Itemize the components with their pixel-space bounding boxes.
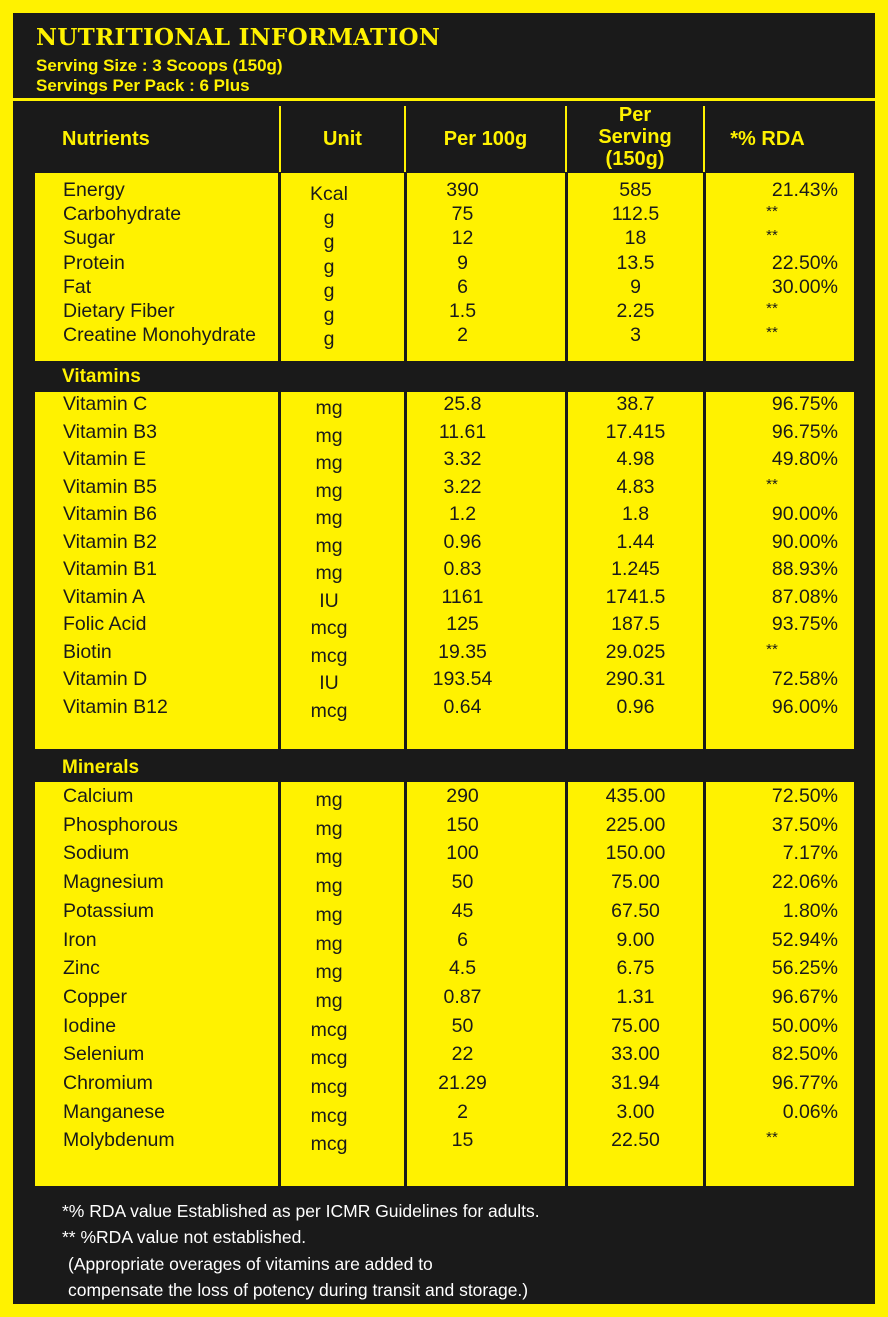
footnote-rda: *% RDA value Established as per ICMR Guidelines for adults. bbox=[62, 1201, 540, 1221]
nutrient-name: Vitamin B12 bbox=[63, 695, 168, 718]
unit-value: mg bbox=[315, 452, 343, 474]
unit-value: g bbox=[323, 304, 335, 326]
rda-value: 93.75% bbox=[771, 613, 838, 635]
unit-value: mcg bbox=[310, 699, 348, 722]
per-serving-value: 1741.5 bbox=[605, 585, 666, 608]
nutrient-name: Phosphorous bbox=[63, 813, 178, 836]
unit-value: g bbox=[323, 255, 335, 278]
per-100g-value: 100 bbox=[446, 842, 479, 865]
unit-value: mg bbox=[315, 479, 343, 502]
footnote-overages-cont: compensate the loss of potency during transit and storage.) bbox=[68, 1280, 529, 1300]
per-100g-value: 9 bbox=[457, 251, 468, 274]
rda-value: 52.94% bbox=[771, 928, 838, 951]
per-serving-value: 33.00 bbox=[611, 1043, 660, 1066]
label-title: NUTRITIONAL INFORMATION bbox=[36, 24, 441, 51]
unit-value: mg bbox=[315, 424, 343, 447]
per-serving-value: 1.44 bbox=[616, 530, 655, 553]
footnote-overages: (Appropriate overages of vitamins are added to bbox=[68, 1254, 433, 1274]
per-100g-value: 125 bbox=[446, 613, 479, 635]
rda-value: 96.75% bbox=[771, 420, 838, 443]
unit-value: g bbox=[323, 328, 335, 351]
nutrient-name: Dietary Fiber bbox=[63, 300, 175, 322]
col-header-rda: *% RDA bbox=[730, 128, 805, 150]
per-100g-value: 150 bbox=[446, 813, 479, 836]
per-100g-value: 12 bbox=[451, 227, 474, 250]
rda-value: ** bbox=[766, 227, 778, 245]
col-header-per-serving: Per Serving (150g) bbox=[598, 104, 672, 170]
per-serving-value: 4.98 bbox=[616, 448, 655, 470]
per-serving-value: 75.00 bbox=[611, 1014, 660, 1037]
per-serving-value: 112.5 bbox=[611, 203, 660, 226]
rda-value: 96.00% bbox=[771, 695, 838, 718]
per-100g-value: 1.5 bbox=[448, 300, 477, 322]
nutrient-name: Iodine bbox=[63, 1014, 117, 1037]
rda-value: ** bbox=[766, 203, 778, 221]
unit-value: g bbox=[323, 279, 335, 302]
per-serving-value: 435.00 bbox=[605, 785, 666, 807]
per-100g-value: 1.2 bbox=[448, 503, 477, 525]
nutrient-name: Protein bbox=[63, 251, 125, 274]
per-serving-value: 0.96 bbox=[616, 695, 655, 718]
rda-value: 72.50% bbox=[771, 785, 838, 807]
rda-value: 49.80% bbox=[771, 448, 838, 470]
rda-value: ** bbox=[766, 640, 778, 658]
nutrient-name: Iron bbox=[63, 928, 97, 951]
unit-value: mcg bbox=[310, 1076, 348, 1098]
rda-value: 1.80% bbox=[782, 899, 838, 922]
unit-value: mg bbox=[315, 817, 343, 840]
per-100g-value: 6 bbox=[457, 928, 468, 951]
nutrient-name: Energy bbox=[63, 179, 125, 201]
nutrient-name: Selenium bbox=[63, 1043, 145, 1066]
per-100g-value: 2 bbox=[457, 1100, 468, 1123]
per-100g-value: 1161 bbox=[441, 585, 484, 608]
rda-value: 96.75% bbox=[771, 393, 838, 415]
unit-value: IU bbox=[319, 589, 339, 612]
nutrient-name: Manganese bbox=[63, 1100, 165, 1123]
vitamins-block bbox=[35, 392, 854, 749]
servings-per-pack: Servings Per Pack : 6 Plus bbox=[36, 76, 250, 95]
rda-value: 56.25% bbox=[771, 957, 838, 980]
per-100g-value: 3.22 bbox=[443, 475, 482, 498]
rda-value: 96.67% bbox=[771, 985, 838, 1008]
per-serving-value: 18 bbox=[624, 227, 647, 250]
unit-value: mg bbox=[315, 534, 343, 557]
per-serving-value: 38.7 bbox=[616, 393, 655, 415]
per-100g-value: 6 bbox=[457, 275, 468, 298]
rda-value: 82.50% bbox=[771, 1043, 838, 1066]
per-serving-value: 1.31 bbox=[616, 985, 655, 1008]
nutrient-name: Vitamin B2 bbox=[63, 530, 157, 553]
nutrient-name: Sugar bbox=[63, 227, 116, 250]
col-header-per100: Per 100g bbox=[443, 128, 528, 150]
nutrient-name: Copper bbox=[63, 985, 127, 1008]
rda-value: 37.50% bbox=[771, 813, 838, 836]
nutrient-name: Vitamin B5 bbox=[63, 475, 157, 498]
per-serving-value: 31.94 bbox=[611, 1072, 660, 1094]
unit-value: mg bbox=[315, 875, 343, 898]
unit-value: mg bbox=[315, 961, 343, 984]
unit-value: mcg bbox=[310, 1047, 348, 1070]
per-serving-value: 187.5 bbox=[611, 613, 660, 635]
per-100g-value: 193.54 bbox=[432, 668, 493, 690]
per-serving-value: 225.00 bbox=[605, 813, 666, 836]
per-serving-value: 1.245 bbox=[611, 558, 660, 580]
per-100g-value: 0.64 bbox=[443, 695, 482, 718]
per-serving-value: 75.00 bbox=[611, 871, 660, 894]
per-serving-value: 67.50 bbox=[611, 899, 660, 922]
rda-value: ** bbox=[766, 475, 778, 493]
col-header-nutrients: Nutrients bbox=[62, 128, 150, 150]
unit-value: mg bbox=[315, 903, 343, 926]
rda-value: 87.08% bbox=[771, 585, 838, 608]
per-serving-value: 9.00 bbox=[616, 928, 655, 951]
nutrient-name: Sodium bbox=[63, 842, 130, 865]
rda-value: 96.77% bbox=[771, 1072, 838, 1094]
nutrient-name: Vitamin D bbox=[63, 668, 148, 690]
nutrient-name: Vitamin E bbox=[63, 448, 147, 470]
rda-value: 90.00% bbox=[771, 530, 838, 553]
unit-value: mcg bbox=[310, 644, 348, 667]
per-serving-value: 150.00 bbox=[605, 842, 666, 865]
rda-value: 21.43% bbox=[771, 179, 838, 201]
header-divider bbox=[13, 98, 875, 101]
nutrient-name: Vitamin B1 bbox=[63, 558, 157, 580]
nutrient-name: Vitamin C bbox=[63, 393, 148, 415]
per-serving-value: 9 bbox=[630, 275, 641, 298]
per-100g-value: 19.35 bbox=[438, 640, 487, 663]
rda-value: ** bbox=[766, 1129, 778, 1147]
rda-value: ** bbox=[766, 324, 778, 342]
rda-value: 30.00% bbox=[771, 275, 838, 298]
unit-value: mg bbox=[315, 989, 343, 1012]
per-serving-value: 585 bbox=[619, 179, 652, 201]
unit-value: IU bbox=[319, 672, 339, 694]
per-serving-value: 4.83 bbox=[616, 475, 655, 498]
nutrient-name: Vitamin B6 bbox=[63, 503, 157, 525]
rda-value: 7.17% bbox=[782, 842, 838, 865]
per-serving-value: 3.00 bbox=[616, 1100, 655, 1123]
per-100g-value: 2 bbox=[457, 324, 468, 347]
unit-value: mcg bbox=[310, 1133, 348, 1156]
nutrient-name: Fat bbox=[63, 275, 92, 298]
per-100g-value: 45 bbox=[451, 899, 474, 922]
nutrient-name: Calcium bbox=[63, 785, 134, 807]
footnote-not-established: ** %RDA value not established. bbox=[62, 1227, 307, 1247]
per-serving-value: 6.75 bbox=[616, 957, 655, 980]
nutrient-name: Carbohydrate bbox=[63, 203, 182, 226]
per-100g-value: 21.29 bbox=[438, 1072, 487, 1094]
nutrient-name: Potassium bbox=[63, 899, 155, 922]
per-serving-value: 13.5 bbox=[616, 251, 655, 274]
per-100g-value: 0.96 bbox=[443, 530, 482, 553]
unit-value: mg bbox=[315, 846, 343, 869]
per-100g-value: 75 bbox=[451, 203, 474, 226]
per-100g-value: 4.5 bbox=[448, 957, 477, 980]
per-serving-value: 29.025 bbox=[605, 640, 666, 663]
unit-value: mg bbox=[315, 397, 343, 419]
per-100g-value: 290 bbox=[446, 785, 479, 807]
nutrient-name: Vitamin A bbox=[63, 585, 146, 608]
per-100g-value: 390 bbox=[446, 179, 479, 201]
nutrient-name: Biotin bbox=[63, 640, 112, 663]
rda-value: 50.00% bbox=[771, 1014, 838, 1037]
unit-value: mg bbox=[315, 789, 343, 811]
minerals-title: Minerals bbox=[62, 757, 140, 778]
per-100g-value: 50 bbox=[451, 871, 474, 894]
per-100g-value: 11.61 bbox=[438, 420, 487, 443]
nutrient-name: Vitamin B3 bbox=[63, 420, 157, 443]
per-serving-value: 17.415 bbox=[605, 420, 666, 443]
unit-value: mg bbox=[315, 507, 343, 529]
unit-value: g bbox=[323, 231, 335, 254]
per-serving-value: 22.50 bbox=[611, 1129, 660, 1152]
nutrient-name: Chromium bbox=[63, 1072, 153, 1094]
unit-value: mcg bbox=[310, 1104, 348, 1127]
nutrient-name: Creatine Monohydrate bbox=[63, 324, 256, 347]
unit-value: mcg bbox=[310, 617, 348, 639]
rda-value: 22.06% bbox=[771, 871, 838, 894]
per-100g-value: 15 bbox=[451, 1129, 474, 1152]
col-header-unit: Unit bbox=[323, 128, 362, 150]
unit-value: mcg bbox=[310, 1018, 348, 1041]
rda-value: 0.06% bbox=[782, 1100, 838, 1123]
per-100g-value: 3.32 bbox=[443, 448, 482, 470]
serving-size: Serving Size : 3 Scoops (150g) bbox=[36, 56, 283, 75]
vitamins-title: Vitamins bbox=[62, 366, 141, 387]
per-100g-value: 25.8 bbox=[443, 393, 482, 415]
nutrient-name: Magnesium bbox=[63, 871, 164, 894]
unit-value: Kcal bbox=[310, 183, 348, 205]
per-serving-value: 290.31 bbox=[605, 668, 666, 690]
rda-value: ** bbox=[766, 300, 778, 317]
per-serving-value: 3 bbox=[630, 324, 641, 347]
per-100g-value: 22 bbox=[451, 1043, 474, 1066]
minerals-block bbox=[35, 782, 854, 1186]
per-100g-value: 0.87 bbox=[443, 985, 482, 1008]
per-serving-value: 2.25 bbox=[616, 300, 655, 322]
rda-value: 22.50% bbox=[771, 251, 838, 274]
nutrient-name: Folic Acid bbox=[63, 613, 147, 635]
rda-value: 88.93% bbox=[771, 558, 838, 580]
unit-value: mg bbox=[315, 562, 343, 584]
nutrient-name: Molybdenum bbox=[63, 1129, 175, 1152]
rda-value: 90.00% bbox=[771, 503, 838, 525]
unit-value: g bbox=[323, 207, 335, 230]
rda-value: 72.58% bbox=[771, 668, 838, 690]
nutrient-name: Zinc bbox=[63, 957, 100, 980]
per-serving-value: 1.8 bbox=[621, 503, 650, 525]
per-100g-value: 0.83 bbox=[443, 558, 482, 580]
macros-block bbox=[35, 173, 854, 361]
per-100g-value: 50 bbox=[451, 1014, 474, 1037]
unit-value: mg bbox=[315, 932, 343, 955]
